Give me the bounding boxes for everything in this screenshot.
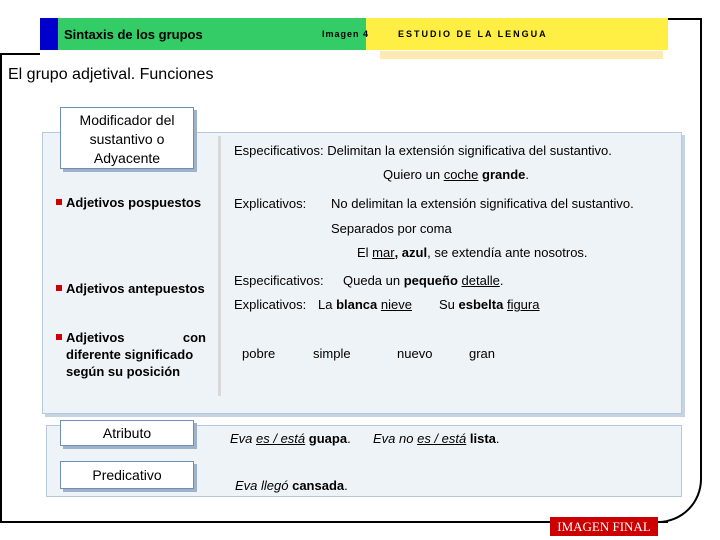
example-figura xyxy=(439,297,539,312)
label-pospuestos: Adjetivos pospuestos xyxy=(66,195,202,210)
example-text: . xyxy=(525,167,529,182)
example-adjective: lista xyxy=(469,431,496,446)
header-section: ESTUDIO DE LA LENGUA xyxy=(398,29,548,39)
label-line: diferente significado xyxy=(66,347,194,362)
example-noun: mar xyxy=(372,245,395,260)
especificativos-definition: Especificativos: Delimitan la extensión significativa del sustantivo. xyxy=(234,143,612,158)
example-noun: nieve xyxy=(380,297,412,312)
example-adjective: cansada xyxy=(292,478,345,493)
example-verb: es / está xyxy=(256,431,306,446)
explicativos-label: Explicativos: xyxy=(234,297,307,312)
example-verb: es / está xyxy=(417,431,467,446)
bullet-icon xyxy=(56,285,62,291)
example-adjective: blanca xyxy=(336,297,378,312)
header-underline xyxy=(380,51,663,59)
label-line: según su posición xyxy=(66,364,181,379)
header-title: Sintaxis de los grupos xyxy=(64,27,203,42)
frame-line xyxy=(0,53,40,55)
example-guapa xyxy=(230,431,351,446)
header-accent-blue xyxy=(40,18,58,50)
example-coche xyxy=(383,167,529,182)
example-adjective: guapa xyxy=(308,431,348,446)
example-text: . xyxy=(499,273,504,288)
example-text: Quiero un xyxy=(383,167,444,182)
word-nuevo: nuevo xyxy=(397,346,433,361)
column-divider xyxy=(218,136,221,396)
label-line: Adjetivos con xyxy=(66,330,206,345)
example-cansada xyxy=(235,478,348,493)
example-lista xyxy=(373,431,500,446)
example-text: Queda un xyxy=(343,273,404,288)
page-title: El grupo adjetival. Funciones xyxy=(8,66,214,83)
bullet-icon xyxy=(56,199,62,205)
example-adjective: azul xyxy=(401,245,428,260)
atributo-box: Atributo xyxy=(60,420,194,446)
example-text: El xyxy=(357,245,373,260)
example-text: Eva no xyxy=(373,431,418,446)
example-adjective: pequeño xyxy=(403,273,458,288)
frame-line xyxy=(700,18,702,473)
word-pobre: pobre xyxy=(242,346,276,361)
example-text: Eva llegó xyxy=(235,478,293,493)
example-noun: figura xyxy=(506,297,540,312)
example-text: . xyxy=(495,431,500,446)
label-antepuestos: Adjetivos antepuestos xyxy=(66,281,205,296)
example-noun: coche xyxy=(443,167,479,182)
example-text: . xyxy=(347,431,351,446)
word-gran: gran xyxy=(469,346,496,361)
imagen-final-button[interactable]: IMAGEN FINAL xyxy=(550,517,658,536)
example-adjective: grande xyxy=(482,167,526,182)
modifier-box xyxy=(60,107,194,169)
example-text: . xyxy=(344,478,348,493)
example-adjective: esbelta xyxy=(458,297,504,312)
bullet-icon xyxy=(56,334,62,340)
example-mar xyxy=(357,245,588,260)
explicativos-definition: No delimitan la extensión significativa del sustantivo. xyxy=(331,196,634,211)
example-text: , se extendía ante nosotros. xyxy=(427,245,588,260)
frame-line xyxy=(668,18,702,20)
label-diferente-significado xyxy=(66,329,206,380)
example-detalle xyxy=(343,273,503,288)
frame-line xyxy=(0,53,2,523)
explicativos-label: Explicativos: xyxy=(234,196,307,211)
especificativos-label: Especificativos: xyxy=(234,273,324,288)
example-comma: , xyxy=(394,245,402,260)
example-text: La xyxy=(318,297,337,312)
predicativo-box: Predicativo xyxy=(60,461,194,489)
modifier-line: sustantivo o xyxy=(89,131,165,147)
modifier-line: Modificador del xyxy=(79,112,175,128)
word-simple: simple xyxy=(313,346,351,361)
header-image-label: Imagen 4 xyxy=(322,29,370,39)
example-text: Eva xyxy=(230,431,257,446)
example-text: Su xyxy=(439,297,459,312)
modifier-line: Adyacente xyxy=(93,150,161,166)
separados-por-coma: Separados por coma xyxy=(331,221,452,236)
example-nieve xyxy=(318,297,412,312)
example-noun: detalle xyxy=(461,273,500,288)
